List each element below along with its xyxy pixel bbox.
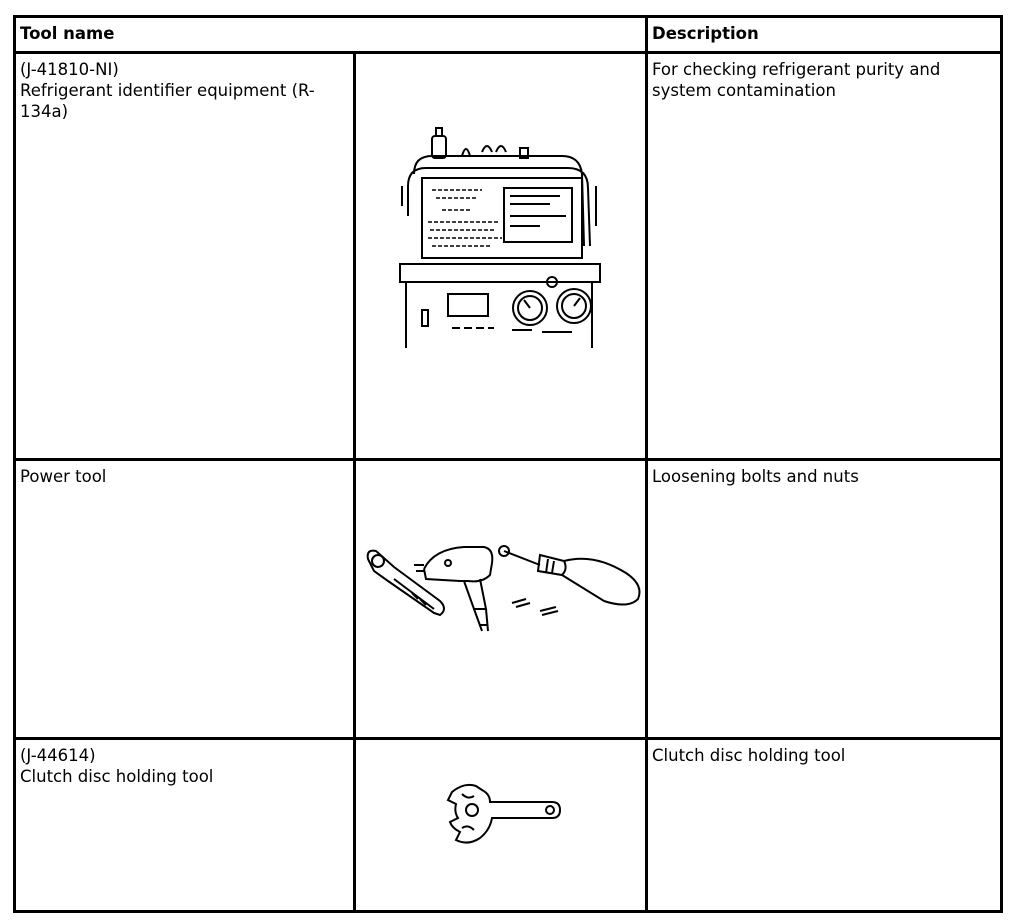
description-line: system contamination xyxy=(652,81,836,100)
description-cell xyxy=(647,460,1002,739)
tool-name-cell xyxy=(15,460,355,739)
tool-name-cell xyxy=(15,53,355,460)
clutch-disc-holding-tool-illustration xyxy=(442,780,562,846)
description-line: Clutch disc holding tool xyxy=(652,746,846,765)
description-cell xyxy=(647,53,1002,460)
tool-number: (J-44614) xyxy=(20,746,96,765)
table-row xyxy=(15,739,1002,912)
description-line: Loosening bolts and nuts xyxy=(652,467,859,486)
table-row xyxy=(15,53,1002,460)
tool-number: (J-41810-NI) xyxy=(20,60,119,79)
table-row xyxy=(15,460,1002,739)
description-cell xyxy=(647,739,1002,912)
tool-name-line: 134a) xyxy=(20,102,69,121)
tool-image-cell xyxy=(355,460,647,739)
tool-name-line: Clutch disc holding tool xyxy=(20,767,214,786)
tool-name-line: Power tool xyxy=(20,467,107,486)
tools-table xyxy=(13,15,1003,913)
tool-name-cell xyxy=(15,739,355,912)
refrigerant-identifier-illustration xyxy=(392,126,610,348)
tool-name-header: Tool name xyxy=(15,17,647,53)
table-header-row xyxy=(15,17,1002,53)
description-line: For checking refrigerant purity and xyxy=(652,60,941,79)
tool-image-cell xyxy=(355,53,647,460)
tool-name-line: Refrigerant identifier equipment (R- xyxy=(20,81,315,100)
description-header: Description xyxy=(647,17,1002,53)
power-tool-illustration xyxy=(364,539,648,639)
tool-image-cell xyxy=(355,739,647,912)
